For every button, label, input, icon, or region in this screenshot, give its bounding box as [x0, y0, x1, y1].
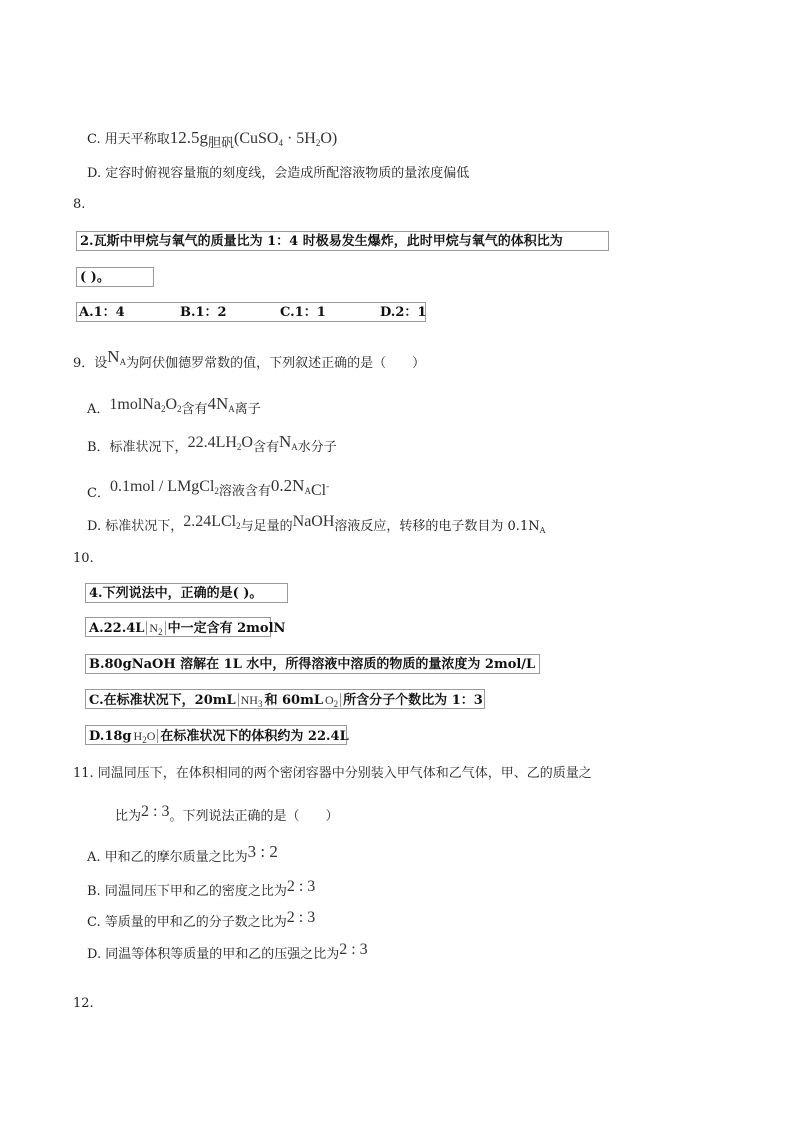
q7-option-d: D. 定容时俯视容量瓶的刻度线，会造成所配溶液物质的量浓度偏低: [87, 166, 470, 181]
q11-stem-line1: 11. 同温同压下，在体积相同的两个密闭容器中分别装入甲气体和乙气体，甲、乙的质量之: [73, 766, 592, 781]
q11-option-c: C. 等质量的甲和乙的分子数之比为2 : 3: [87, 909, 316, 930]
q9-option-b: B．标准状况下，$22.4LH_2O$含有$N_A$水分子: [87, 432, 337, 455]
q9-a-count: $4N_A$: [207, 394, 235, 414]
q9-a-formula: $1molNa_2O_2$: [109, 396, 182, 414]
q8-option-d: D.2：1: [380, 305, 427, 320]
q11-stem-line2: 比为2 : 3。下列说法正确的是（ ）: [115, 803, 339, 824]
q11-option-b: B. 同温同压下甲和乙的密度之比为2 : 3: [87, 878, 316, 899]
q7-c-formula: (CuSO$_4$ · $5H_2O$): [234, 130, 338, 148]
q11-option-a: A. 甲和乙的摩尔质量之比为3 : 2: [87, 842, 278, 865]
q12-number: 12.: [73, 996, 94, 1011]
q9-d-naoh: NaOH: [292, 513, 335, 530]
q9-number: 9．设: [73, 356, 108, 371]
q9-stem-text: 为阿伏伽德罗常数的值，下列叙述正确的是（ ）: [126, 356, 426, 371]
q8-options: [76, 302, 426, 322]
q8-option-b: B.1：2: [180, 305, 227, 320]
q9-stem: [73, 347, 426, 377]
q10-option-d: D.18g $H_2O$ 在标准状况下的体积约为 22.4L: [85, 725, 347, 745]
q9-na-symbol: $N_A$: [107, 347, 127, 367]
q9-c-chloride: Cl-: [310, 481, 330, 499]
q10-option-b: B.80gNaOH 溶解在 1L 水中，所得溶液中溶质的物质的量浓度为 2mol/L: [85, 654, 540, 674]
q10-number: 10.: [73, 551, 94, 566]
q11-ratio: 2 : 3: [141, 803, 170, 820]
q9-option-d: D. 标准状况下，2.24LCl$_2$与足量的NaOH溶液反应，转移的电子数目为 $0.1N_A$: [87, 513, 546, 535]
q9-option-c: C．0.1mol / LMgCl$_2$溶液含有$0.2N_ACl^-$: [87, 476, 330, 501]
q7-option-c: [87, 128, 337, 153]
q8-stem-line2: ( )。: [76, 267, 154, 287]
q11-option-d: D. 同温等体积等质量的甲和乙的压强之比为2 : 3: [87, 941, 368, 962]
q7-c-mid: 胆矾: [208, 136, 235, 151]
q8-option-c: C.1：1: [280, 305, 326, 320]
q9-b-na: $N_A$: [278, 432, 298, 452]
q7-c-prefix: C. 用天平称取: [87, 132, 170, 147]
q10-option-c: C.在标准状况下，20mL $NH_3$ 和 60mL $O_2$ 所含分子个数比为 1：3: [85, 689, 485, 709]
q7-c-mass: 12.5g: [169, 128, 208, 147]
q9-c-formula: 0.1mol / LMgCl$_2$: [109, 478, 219, 496]
q9-b-formula: $22.4LH_2O$: [187, 434, 253, 452]
q9-d-formula: 2.24LCl$_2$: [183, 513, 241, 531]
q9-option-a: A．$1molNa_2O_2$含有$4N_A$离子: [87, 394, 261, 417]
q10-option-a: A.22.4L $N_2$ 中一定含有 2molN: [85, 617, 271, 637]
q9-c-count: $0.2N_A$: [270, 476, 311, 496]
q10-stem: 4.下列说法中，正确的是( )。: [85, 583, 288, 603]
q8-option-a: A.1：4: [79, 305, 125, 320]
q8-stem-line1: 2.瓦斯中甲烷与氧气的质量比为 1：4 时极易发生爆炸，此时甲烷与氧气的体积比为: [76, 231, 609, 251]
q8-number: 8.: [73, 197, 86, 212]
